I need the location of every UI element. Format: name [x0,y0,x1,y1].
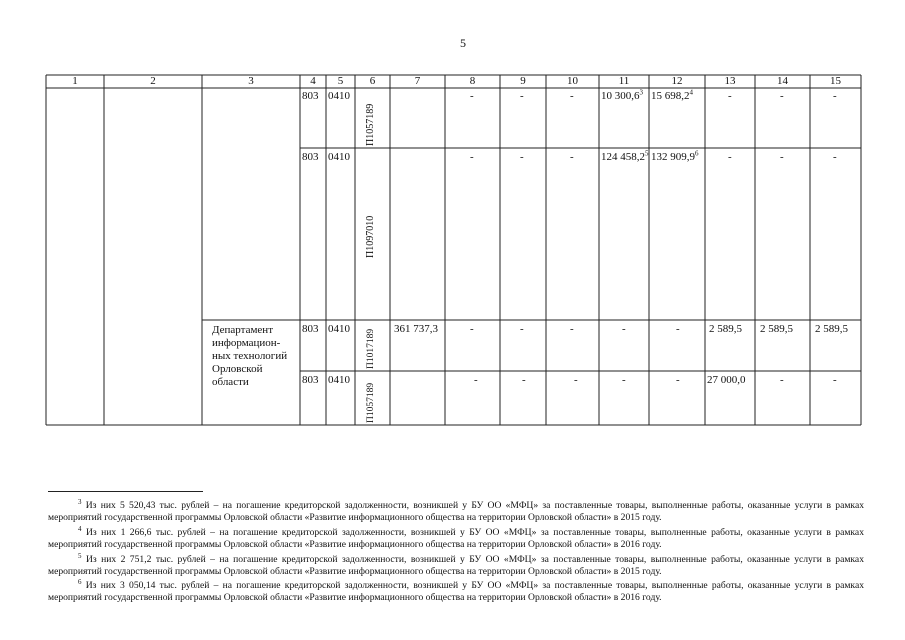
header-col-5: 5 [337,75,344,87]
footnotes [48,497,864,604]
header-col-9: 9 [520,75,526,87]
row1-c10: - [570,90,574,102]
row4-c4: 803 [302,374,319,386]
row1-c8: - [470,90,474,102]
header-col-6: 6 [369,75,376,87]
header-col-13: 13 [724,75,736,87]
row3-c6: П1017189 [366,328,376,369]
footnote-3: $^3$ Из них 5 520,43 тыс. рублей – на погашение кредиторской задолженности, возникшей у БУ ОО «МФЦ» за поставленные товары, выполненные работы, оказанные услуги в рамках мероприятий государственной программы Орловской области «Развитие информационного общества на территории Орловской области» в 2015 году. [48,498,864,523]
header-col-12: 12 [671,75,683,87]
row4-c13: 27 000,0 [707,374,746,386]
row3-c10: - [570,323,574,335]
footnote-5: $^5$ Из них 2 751,2 тыс. рублей – на погашение кредиторской задолженности, возникшей у БУ ОО «МФЦ» за поставленные товары, выполненные работы, оказанные услуги в рамках мероприятий государственной программы Орловской области «Развитие информационного общества на территории Орловской области» в 2015 году. [48,551,864,577]
row3-c9: - [520,323,524,335]
header-col-2: 2 [150,75,156,87]
row3-c14: 2 589,5 [760,323,793,335]
row3-c15: 2 589,5 [815,323,848,335]
row4-c15: - [833,374,837,386]
row1-c9: - [520,90,524,102]
header-col-11: 11 [618,75,630,87]
header-col-4: 4 [310,75,316,87]
row2-c6: П1097010 [365,215,376,258]
row1-c13: - [728,90,732,102]
row3-c12: - [676,323,680,335]
row3-c11: - [622,323,626,335]
row4-c5: 0410 [328,374,350,386]
row2-c10: - [570,151,574,163]
row1-c5: 0410 [328,90,350,102]
row2-c4: 803 [302,151,319,163]
footnote-6: $^6$ Из них 3 050,14 тыс. рублей – на погашение кредиторской задолженности, возникшей у БУ ОО «МФЦ» за поставленные товары, выполненные работы, оказанные услуги в рамках мероприятий государственной программы Орловской области «Развитие информационного общества на территории Орловской области» в 2016 году. [48,578,864,604]
header-col-8: 8 [469,75,476,87]
header-col-15: 15 [830,75,841,87]
row4-c6: П1057189 [366,382,376,423]
row2-c12: 132 909,9$^6$ [651,149,699,163]
row1-c15: - [833,90,837,102]
row3-c13: 2 589,5 [709,323,742,335]
header-col-1: 1 [72,75,78,87]
row1-c14: - [780,90,784,102]
row2-c15: - [833,151,837,163]
row4-c14: - [780,374,784,386]
row3-c7: 361 737,3 [394,323,438,335]
row3-c8: - [470,323,474,335]
row3-c5: 0410 [328,323,350,335]
page-number: 5 [460,36,466,50]
row2-c5: 0410 [328,151,350,163]
row4-c12: - [676,374,680,386]
row4-c9: - [522,374,526,386]
header-col-10: 10 [567,75,578,87]
row1-c12: 15 698,2$^4$ [651,88,693,102]
row2-c13: - [728,151,732,163]
header-col-3: 3 [248,75,254,87]
row4-c11: - [622,374,626,386]
row2-c8: - [470,151,474,163]
row2-c11: 124 458,2$^5$ [601,149,649,163]
row3-c4: 803 [302,323,319,335]
row1-c11: 10 300,6$^3$ [601,88,643,102]
row2-c14: - [780,151,784,163]
row1-c4: 803 [302,90,319,102]
footnote-4: $^4$ Из них 1 266,6 тыс. рублей – на погашение кредиторской задолженности, возникшей у БУ ОО «МФЦ» за поставленные товары, выполненные работы, оказанные услуги в рамках мероприятий государственной программы Орловской области «Развитие информационного общества на территории Орловской области» в 2016 году. [48,524,864,550]
row2-c9: - [520,151,524,163]
row4-c10: - [574,374,578,386]
row4-c8: - [474,374,478,386]
header-col-14: 14 [777,75,788,87]
row1-c6: П1057189 [365,103,376,146]
header-col-7: 7 [414,75,421,87]
department-name: Департамент информацион- ных технологий Орловской области [212,324,288,388]
footnote-separator [48,491,203,492]
